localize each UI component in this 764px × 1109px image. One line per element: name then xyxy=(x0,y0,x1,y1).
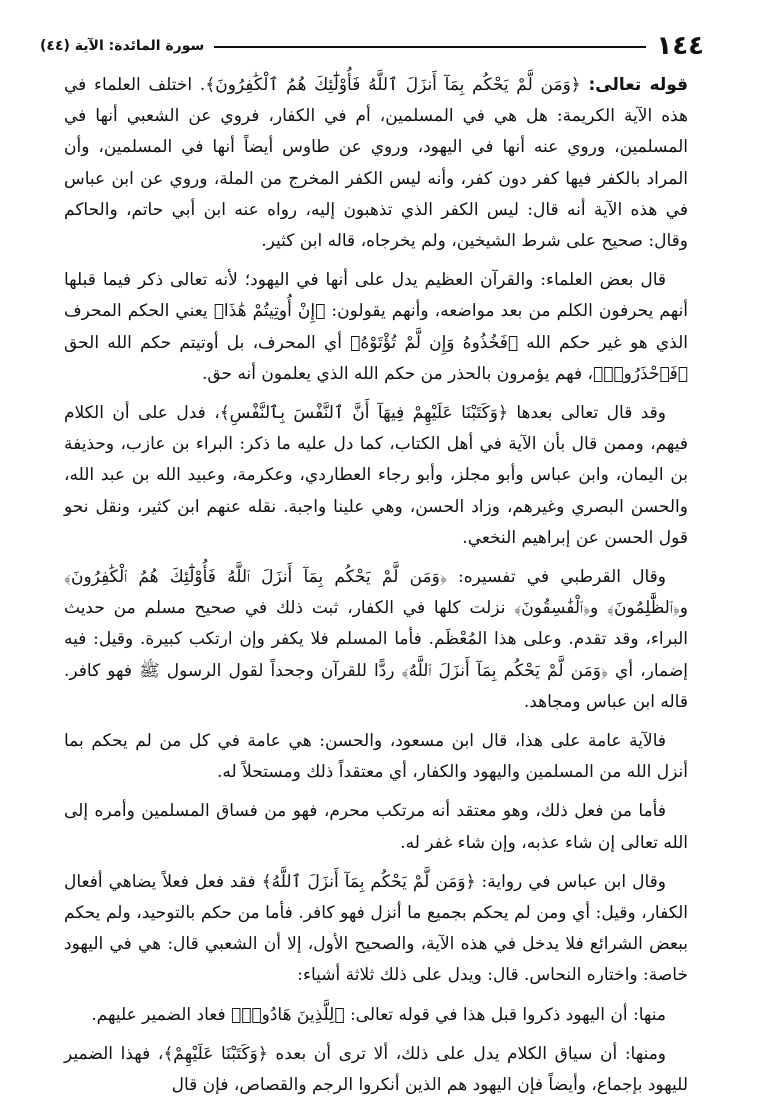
paragraph-2 xyxy=(64,265,688,390)
paragraph-text: فالآية عامة على هذا، قال ابن مسعود، والحسن: هي عامة في كل من لم يحكم بما أنزل الله من المسلمين واليهود والكفار، أي معتقداً ذلك ومستحلاً له. xyxy=(64,731,688,783)
paragraph-text: ، فدل على أن الكلام فيهم، وممن قال بأن الآية في أهل الكتاب، كما دل عليه ما ذكر: البراء بن عازب، وحذيفة بن اليمان، وابن عباس وأبو مجلز، وأبو رجاء العطاردي، وعكرمة، وعبيد الله بن عبد الله، والحسن البصري وغيرهم، وزاد الحسن، وهي علينا واجبة. نقله عنهم ابن كثير، ونقل نحو قول الحسن عن إبراهيم النخعي. xyxy=(64,403,688,548)
quran-verse: ﴿وَكَتَبْنَا عَلَيْهِمْ﴾ xyxy=(163,1043,268,1064)
quran-verse: ﴿ٱلظَّٰلِمُونَ﴾ xyxy=(607,598,680,619)
quran-verse: ﴿لِلَّذِينَ هَادُوا۟﴾ xyxy=(231,1004,345,1025)
paragraph-text: منها: أن اليهود ذكروا قبل هذا في قوله تعالى: xyxy=(349,1004,666,1025)
paragraph-text: وقد قال تعالى بعدها xyxy=(516,403,666,424)
quran-verse: ﴿ٱلْفَٰسِقُونَ﴾ xyxy=(514,598,590,619)
page-number: ١٤٤ xyxy=(656,31,704,61)
quran-verse: ﴿وَمَن لَّمْ يَحْكُم بِمَآ أَنزَلَ ٱللَّهُ﴾ xyxy=(401,660,608,681)
paragraph-text: نزلت كلها في الكفار، ثبت ذلك في صحيح مسلم من حديث البراء، وقد تقدم. وعلى هذا المُعْظَم. فأما المسلم فلا يكفر وإن ارتكب كبيرة. وقيل: فيه إضمار، أي xyxy=(64,598,689,681)
paragraph-text: ردًّا للقرآن وجحداً لقول الرسول ﷺ فهو كافر. قاله ابن عباس ومجاهد. xyxy=(64,660,688,712)
quran-verse: ﴿وَمَن لَّمْ يَحْكُم بِمَآ أَنزَلَ ٱللَّهُ فَأُوْلَٰٓئِكَ هُمُ ٱلْكَٰفِرُونَ﴾ xyxy=(64,567,447,588)
quran-verse: ﴿فَخُذُوهُ وَإِن لَّمْ تُؤْتَوْهُ﴾ xyxy=(350,332,519,353)
paragraph-text: فعاد الضمير عليهم. xyxy=(91,1004,226,1025)
paragraph-lead: قوله تعالى: xyxy=(588,75,688,95)
paragraph-7 xyxy=(64,867,688,992)
paragraph-text: . اختلف العلماء في هذه الآية الكريمة: هل هي في المسلمين، أم في الكفار، فروي عن الشعبي أنها في المسلمين، وروي عنه أنها في اليهود، وروي عن طاوس أيضاً أنها في المسلمين، وأن المراد بالكفر فيها كفر دون كفر، وأنه ليس الكفر المخرج من الملة، وروي عن ابن عباس في هذه الآية أنه قال: ليس الكفر الذي تذهبون إليه، رواه عنه ابن أبي حاتم، والحاكم وقال: صحيح على شرط الشيخين، ولم يخرجاه، قاله ابن كثير. xyxy=(64,75,688,252)
paragraph-3 xyxy=(64,398,688,554)
paragraph-text: ، فهم يؤمرون بالحذر من حكم الله الذي يعلمون أنه حق. xyxy=(201,363,593,384)
paragraph-text: فأما من فعل ذلك، وهو معتقد أنه مرتكب محرم، فهو من فساق المسلمين وأمره إلى الله تعالى إن شاء عذبه، وإن شاء غفر له. xyxy=(64,801,688,853)
quran-verse: ﴿فَٱحْذَرُوا۟﴾ xyxy=(593,363,688,384)
paragraph-text: و xyxy=(589,598,599,619)
quran-verse: ﴿إِنْ أُوتِيتُمْ هَٰذَا﴾ xyxy=(213,301,326,322)
quran-verse: ﴿وَمَن لَّمْ يَحْكُم بِمَآ أَنزَلَ ٱللَّهُ﴾ xyxy=(261,871,476,892)
paragraph-9 xyxy=(64,1039,688,1101)
page-body xyxy=(64,70,688,1109)
running-title: سورة المائدة: الآية (٤٤) xyxy=(40,38,205,54)
paragraph-6 xyxy=(64,796,688,858)
page-header xyxy=(40,26,704,66)
paragraph-4 xyxy=(64,562,688,718)
header-rule xyxy=(214,46,646,48)
quran-verse: ﴿وَكَتَبْنَا عَلَيْهِمْ فِيهَآ أَنَّ ٱلنَّفْسَ بِٱلنَّفْسِ﴾ xyxy=(219,403,508,424)
paragraph-5 xyxy=(64,726,688,788)
paragraph-text: قال بعض العلماء: والقرآن العظيم يدل على أنها في اليهود؛ لأنه تعالى ذكر فيما قبلها أنهم يحرفون الكلم من بعد مواضعه، وأنهم يقولون: xyxy=(64,270,689,322)
paragraph-8 xyxy=(64,1000,688,1031)
paragraph-text: ومنها: أن سياق الكلام يدل على ذلك، ألا ترى أن بعده xyxy=(275,1043,667,1064)
paragraph-text: و xyxy=(679,598,688,619)
paragraph-text: فقد فعل فعلاً يضاهي أفعال الكفار، وقيل: أي ومن لم يحكم بجميع ما أنزل فهو كافر. فأما من حكم بالتوحيد، ولم يحكم ببعض الشرائع فلا يدخل في هذه الآية، والصحيح الأول، إلا أن الشعبي قال: هي في اليهود خاصة: واختاره النحاس. قال: ويدل على ذلك ثلاثة أشياء: xyxy=(64,871,688,986)
paragraph-text: ، فهذا الضمير لليهود بإجماع، وأيضاً فإن اليهود هم الذين أنكروا الرجم والقصاص، فإن قال xyxy=(64,1043,688,1096)
paragraph-text: يعني الحكم المحرف الذي هو غير حكم الله xyxy=(64,301,688,353)
paragraph-text: وقال ابن عباس في رواية: xyxy=(481,871,666,892)
paragraph-1 xyxy=(64,70,688,257)
quran-verse: ﴿وَمَن لَّمْ يَحْكُم بِمَآ أَنزَلَ ٱللَّهُ فَأُوْلَٰٓئِكَ هُمُ ٱلْكَٰفِرُونَ﴾ xyxy=(205,75,581,95)
paragraph-text: وقال القرطبي في تفسيره: xyxy=(458,567,667,588)
paragraph-text: أي المحرف، بل أوتيتم حكم الله الحق xyxy=(64,332,342,353)
